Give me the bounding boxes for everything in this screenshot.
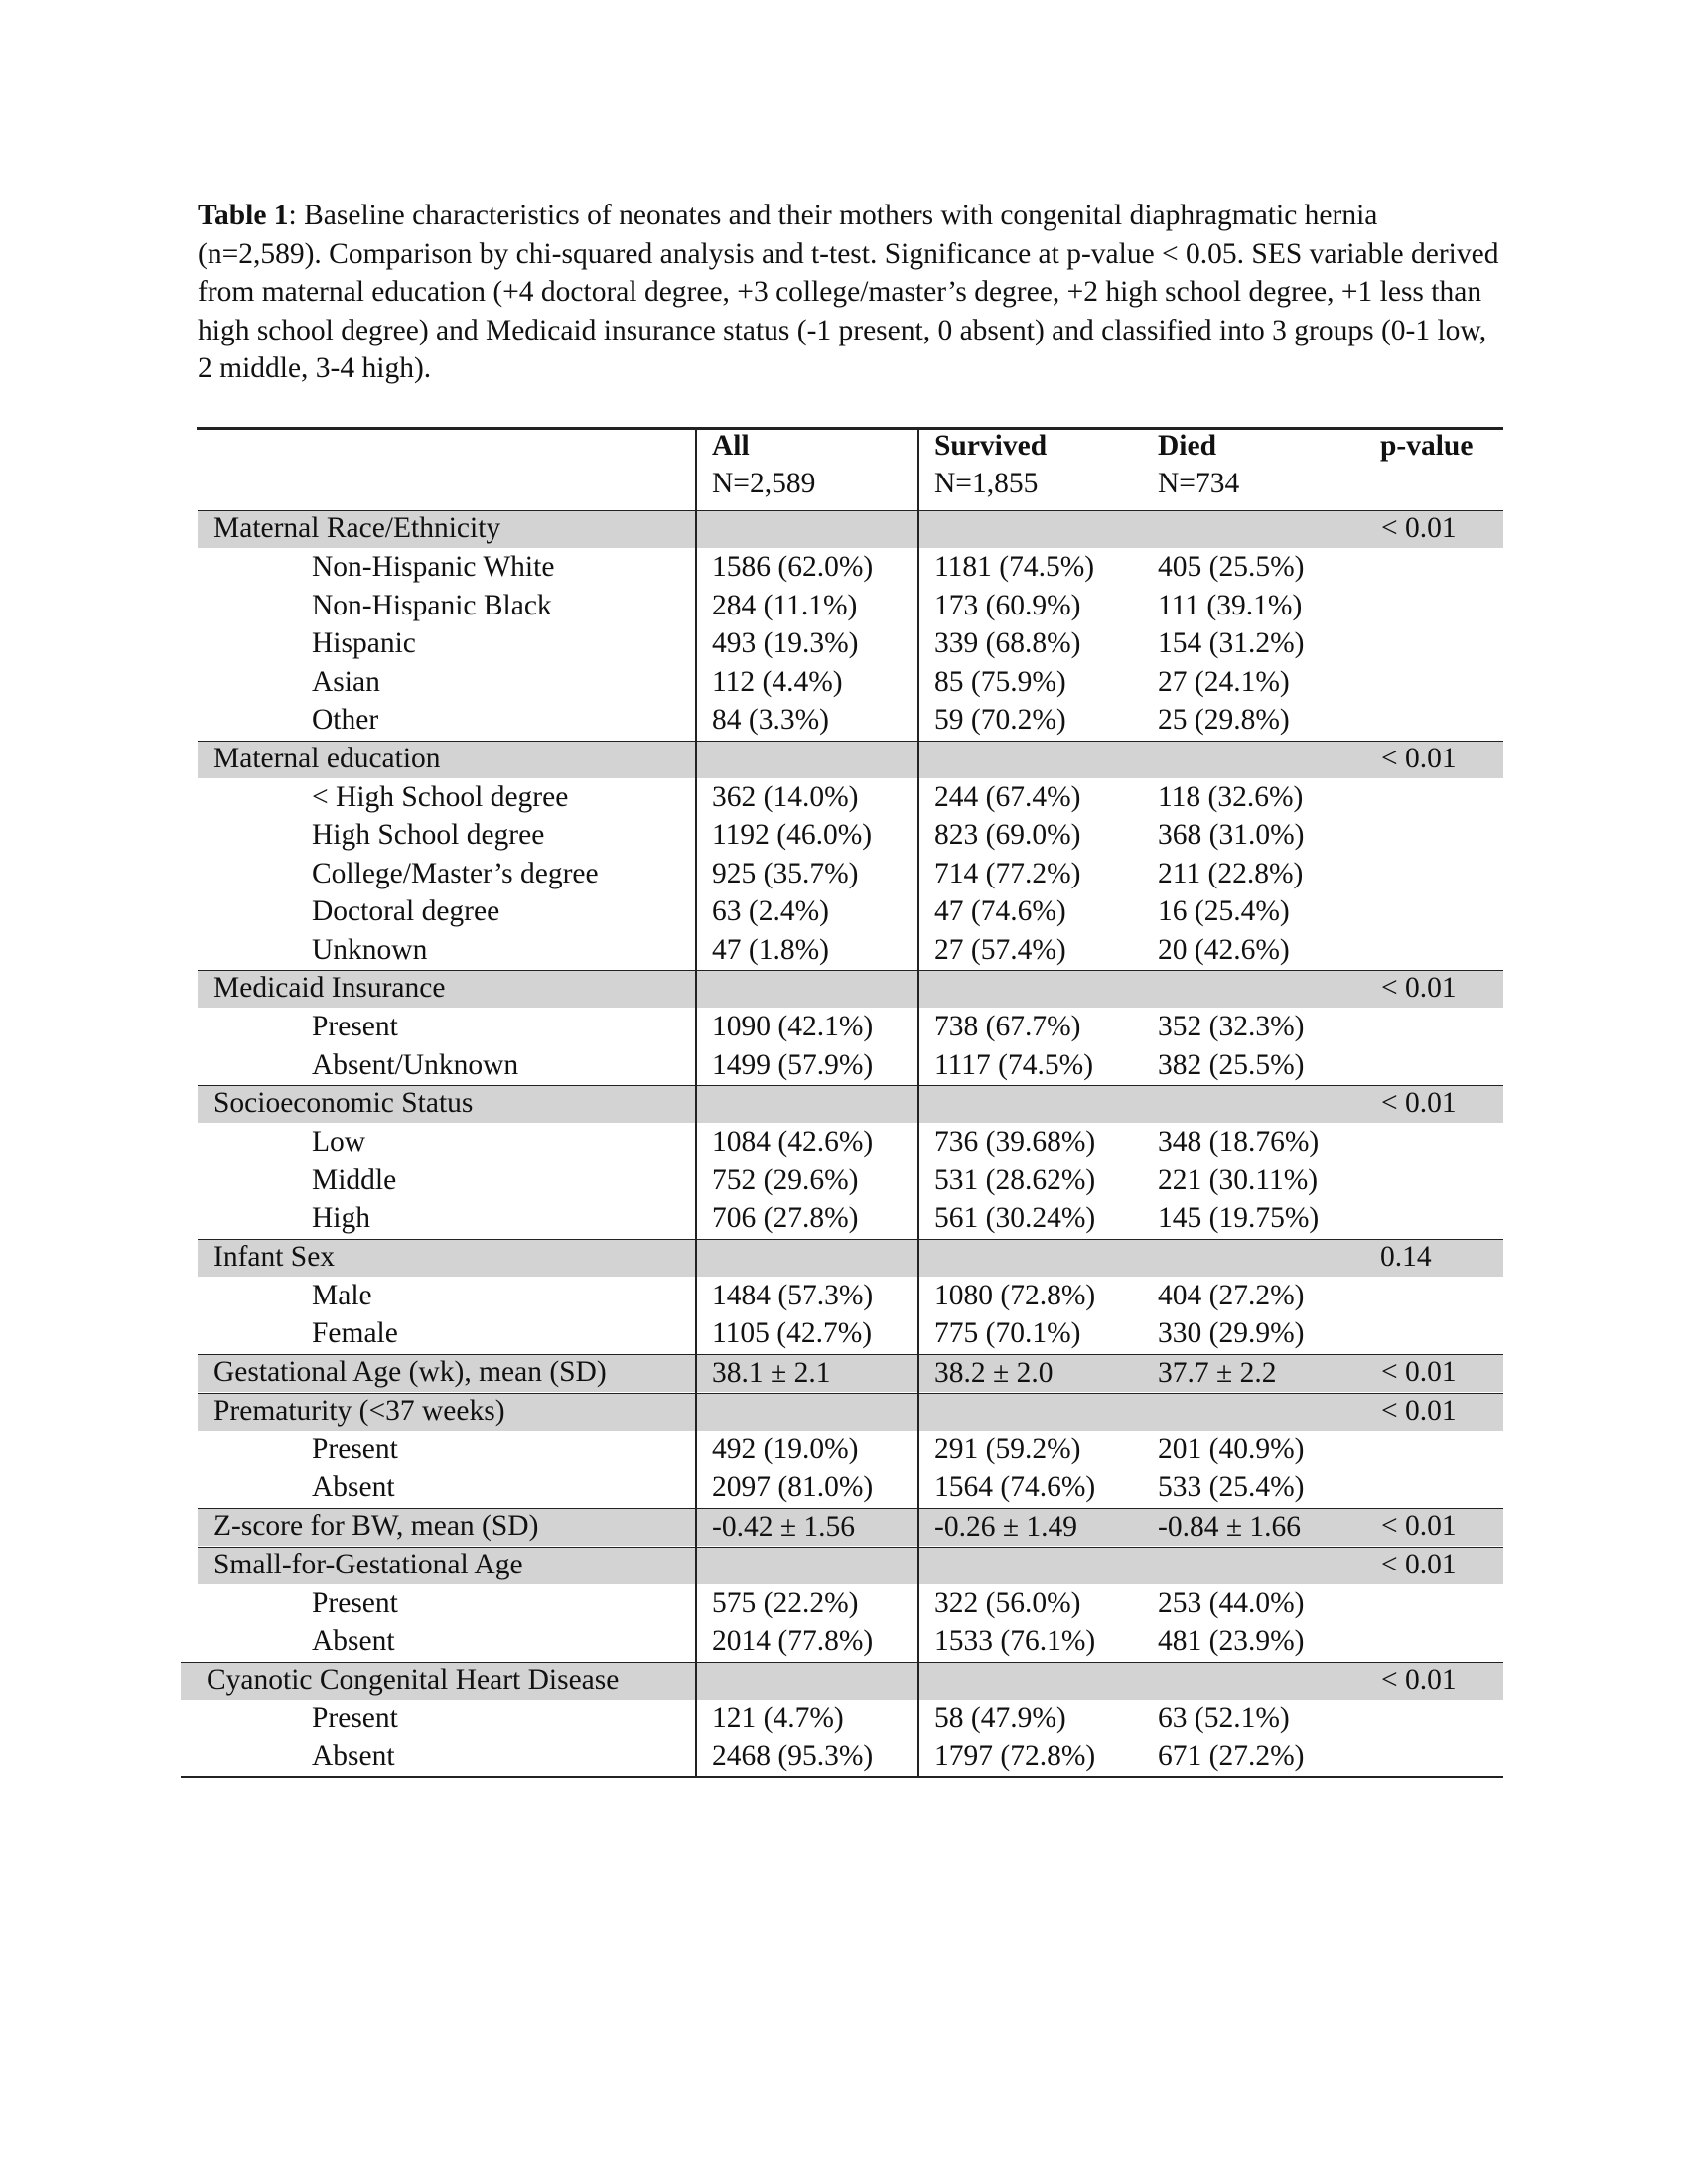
section-p-value: < 0.01 (1381, 1087, 1457, 1119)
row-died: 20 (42.6%) (1158, 933, 1290, 966)
row-died: 211 (22.8%) (1158, 857, 1304, 889)
row-died: 348 (18.76%) (1158, 1126, 1320, 1158)
row-all: 1484 (57.3%) (712, 1279, 874, 1311)
row-survived: 244 (67.4%) (934, 780, 1081, 813)
row-died: 111 (39.1%) (1158, 589, 1303, 621)
row-survived: 738 (67.7%) (934, 1011, 1081, 1042)
table-rule (181, 1776, 1503, 1778)
row-died: 253 (44.0%) (1158, 1586, 1305, 1619)
row-label: Absent (312, 1740, 395, 1772)
section-p-value: < 0.01 (1381, 1548, 1457, 1580)
row-died: 481 (23.9%) (1158, 1625, 1305, 1657)
row-survived: 561 (30.24%) (934, 1202, 1096, 1234)
header-survived: Survived (934, 430, 1048, 462)
row-label: College/Master’s degree (312, 857, 599, 889)
row-all: 112 (4.4%) (712, 665, 843, 698)
row-died: 63 (52.1%) (1158, 1702, 1290, 1734)
section-band (198, 1240, 1503, 1277)
row-died: 221 (30.11%) (1158, 1163, 1319, 1196)
row-all: 752 (29.6%) (712, 1163, 859, 1196)
row-all: 84 (3.3%) (712, 704, 829, 736)
row-survived: 714 (77.2%) (934, 857, 1081, 889)
section-p-value: < 0.01 (1381, 972, 1457, 1004)
row-label: Present (312, 1011, 398, 1042)
row-label: Hispanic (312, 627, 416, 659)
row-label: Present (312, 1702, 398, 1734)
section-label: Cyanotic Congenital Heart Disease (207, 1663, 620, 1696)
row-all: 1499 (57.9%) (712, 1048, 874, 1081)
header-all: All (712, 430, 750, 462)
row-all: 362 (14.0%) (712, 780, 859, 813)
row-label: Low (312, 1126, 366, 1158)
row-label: High School degree (312, 819, 545, 851)
row-all: 63 (2.4%) (712, 895, 829, 927)
row-all: 121 (4.7%) (712, 1702, 844, 1734)
header-died-n: N=734 (1158, 468, 1240, 499)
section-p-value: 0.14 (1380, 1240, 1432, 1273)
row-label: Present (312, 1433, 398, 1465)
row-all: 925 (35.7%) (712, 857, 859, 889)
row-label: Absent/Unknown (312, 1048, 519, 1081)
row-label: Female (312, 1317, 398, 1349)
section-label: Small-for-Gestational Age (213, 1548, 523, 1580)
caption-text: : Baseline characteristics of neonates and their mothers with congenital diaphragmatic hernia (n=2,589). Comparison by chi-squared analysis and t-test. Significance at p-value < 0.05. SES variable derived from maternal education (+4 doctoral degree, +3 college/master’s degree, +2 high school degree, +1 less than high school degree) and Medicaid insurance status (-1 present, 0 absent) and classified into 3 groups (0-1 low, 2 middle, 3-4 high). (198, 200, 1499, 384)
table-caption (198, 197, 1508, 388)
row-died: 27 (24.1%) (1158, 665, 1290, 698)
row-died: 352 (32.3%) (1158, 1011, 1305, 1042)
row-label: High (312, 1202, 370, 1234)
row-all: 1105 (42.7%) (712, 1317, 873, 1349)
row-died: 368 (31.0%) (1158, 819, 1305, 851)
row-all: 492 (19.0%) (712, 1433, 859, 1465)
row-survived: 47 (74.6%) (934, 895, 1066, 927)
row-survived: 531 (28.62%) (934, 1163, 1096, 1196)
row-died: 404 (27.2%) (1158, 1279, 1305, 1311)
row-label: Other (312, 704, 379, 736)
section-p-value: < 0.01 (1381, 1394, 1457, 1427)
row-label: Non-Hispanic Black (312, 589, 552, 621)
row-survived: 1797 (72.8%) (934, 1740, 1096, 1772)
section-label: Socioeconomic Status (213, 1087, 474, 1119)
section-p-value: < 0.01 (1381, 1663, 1457, 1696)
row-label: Middle (312, 1163, 397, 1196)
section-all: -0.42 ± 1.56 (712, 1510, 856, 1543)
row-label: Non-Hispanic White (312, 551, 555, 583)
section-label: Maternal Race/Ethnicity (213, 512, 501, 544)
section-label: Infant Sex (213, 1240, 336, 1273)
row-all: 1084 (42.6%) (712, 1126, 874, 1158)
table-rule (197, 427, 1503, 430)
row-died: 145 (19.75%) (1158, 1202, 1320, 1234)
section-died: -0.84 ± 1.66 (1158, 1510, 1302, 1543)
row-all: 2468 (95.3%) (712, 1740, 874, 1772)
row-died: 16 (25.4%) (1158, 895, 1290, 927)
row-survived: 1080 (72.8%) (934, 1279, 1096, 1311)
section-p-value: < 0.01 (1381, 512, 1457, 544)
row-all: 1192 (46.0%) (712, 819, 873, 851)
header-died: Died (1158, 430, 1216, 462)
section-p-value: < 0.01 (1381, 1355, 1457, 1388)
row-survived: 1564 (74.6%) (934, 1471, 1096, 1503)
row-died: 154 (31.2%) (1158, 627, 1305, 659)
header-p-value: p-value (1380, 430, 1474, 462)
section-label: Maternal education (213, 742, 441, 774)
row-survived: 173 (60.9%) (934, 589, 1081, 621)
row-survived: 736 (39.68%) (934, 1126, 1096, 1158)
row-survived: 775 (70.1%) (934, 1317, 1081, 1349)
section-p-value: < 0.01 (1381, 1509, 1457, 1542)
row-label: Absent (312, 1471, 395, 1503)
row-survived: 1117 (74.5%) (934, 1048, 1094, 1081)
row-label: Present (312, 1586, 398, 1619)
header-all-n: N=2,589 (712, 468, 816, 499)
row-survived: 58 (47.9%) (934, 1702, 1066, 1734)
section-label: Prematurity (<37 weeks) (213, 1394, 505, 1427)
column-rule (695, 427, 697, 1776)
row-died: 118 (32.6%) (1158, 780, 1304, 813)
section-survived: -0.26 ± 1.49 (934, 1510, 1078, 1543)
row-died: 405 (25.5%) (1158, 551, 1305, 583)
row-died: 25 (29.8%) (1158, 704, 1290, 736)
caption-label: Table 1 (198, 200, 289, 231)
row-died: 330 (29.9%) (1158, 1317, 1305, 1349)
row-label: Absent (312, 1625, 395, 1657)
row-survived: 1181 (74.5%) (934, 551, 1095, 583)
row-all: 575 (22.2%) (712, 1586, 859, 1619)
section-died: 37.7 ± 2.2 (1158, 1356, 1277, 1389)
column-rule (917, 427, 919, 1776)
row-label: Doctoral degree (312, 895, 500, 927)
row-all: 2097 (81.0%) (712, 1471, 874, 1503)
section-label: Z-score for BW, mean (SD) (213, 1509, 539, 1542)
row-died: 533 (25.4%) (1158, 1471, 1305, 1503)
row-all: 47 (1.8%) (712, 933, 829, 966)
row-label: Asian (312, 665, 380, 698)
row-survived: 59 (70.2%) (934, 704, 1066, 736)
section-label: Medicaid Insurance (213, 972, 446, 1004)
row-died: 382 (25.5%) (1158, 1048, 1305, 1081)
row-all: 706 (27.8%) (712, 1202, 859, 1234)
row-survived: 85 (75.9%) (934, 665, 1066, 698)
row-all: 2014 (77.8%) (712, 1625, 874, 1657)
row-died: 671 (27.2%) (1158, 1740, 1305, 1772)
row-died: 201 (40.9%) (1158, 1433, 1305, 1465)
row-all: 284 (11.1%) (712, 589, 858, 621)
row-survived: 1533 (76.1%) (934, 1625, 1096, 1657)
row-all: 1586 (62.0%) (712, 551, 874, 583)
row-label: < High School degree (312, 780, 569, 813)
section-all: 38.1 ± 2.1 (712, 1356, 831, 1389)
row-survived: 322 (56.0%) (934, 1586, 1081, 1619)
section-label: Gestational Age (wk), mean (SD) (213, 1355, 607, 1388)
row-survived: 339 (68.8%) (934, 627, 1081, 659)
section-survived: 38.2 ± 2.0 (934, 1356, 1054, 1389)
row-label: Male (312, 1279, 372, 1311)
row-survived: 823 (69.0%) (934, 819, 1081, 851)
row-all: 493 (19.3%) (712, 627, 859, 659)
row-label: Unknown (312, 933, 428, 966)
section-p-value: < 0.01 (1381, 742, 1457, 774)
header-survived-n: N=1,855 (934, 468, 1039, 499)
row-all: 1090 (42.1%) (712, 1011, 874, 1042)
row-survived: 27 (57.4%) (934, 933, 1066, 966)
row-survived: 291 (59.2%) (934, 1433, 1081, 1465)
